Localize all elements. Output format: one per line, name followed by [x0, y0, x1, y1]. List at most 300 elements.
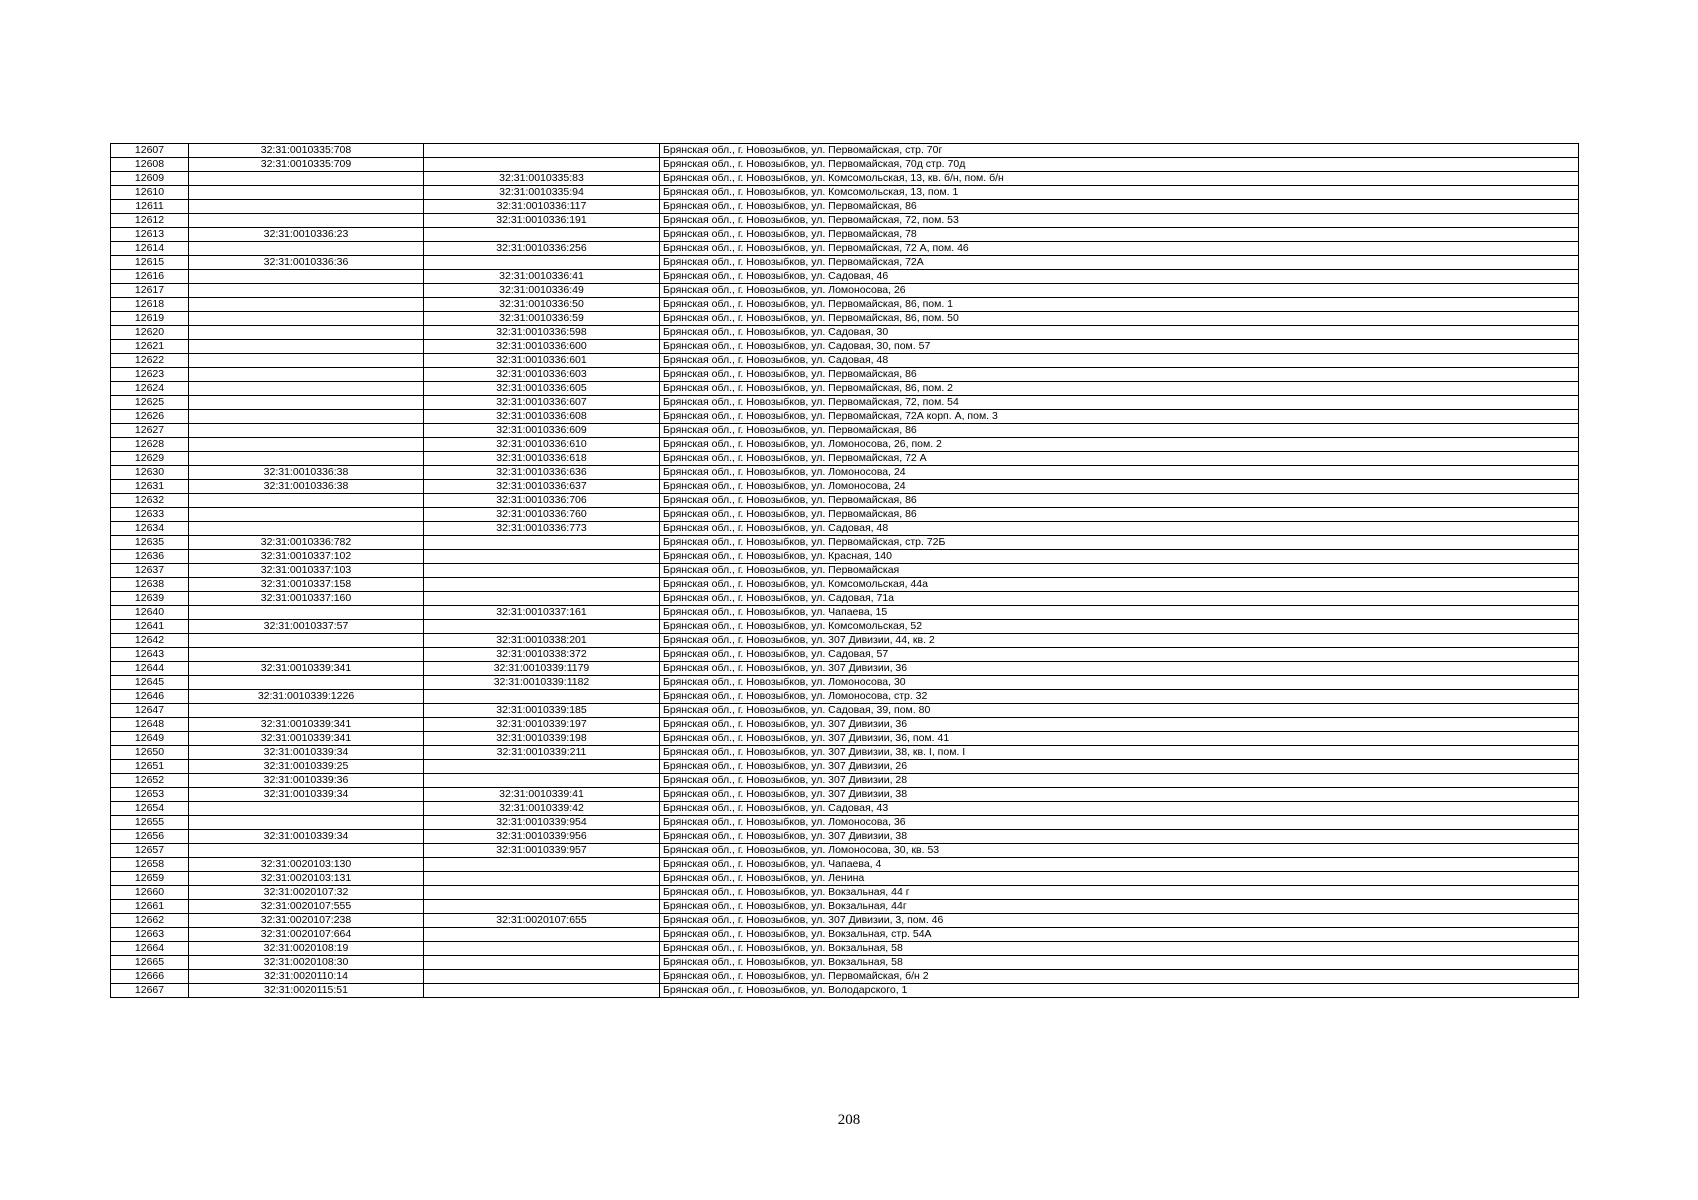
- table-row: [111, 410, 1579, 424]
- table-row: [111, 606, 1579, 620]
- table-row: [111, 578, 1579, 592]
- row-number-cell: 12647: [111, 704, 189, 718]
- object-cadastral-number-cell: 32:31:0010336:256: [424, 242, 660, 256]
- table-row: [111, 634, 1579, 648]
- object-cadastral-number-cell: 32:31:0010339:954: [424, 816, 660, 830]
- object-cadastral-number-cell: 32:31:0010339:185: [424, 704, 660, 718]
- object-cadastral-number-cell: [424, 858, 660, 872]
- object-cadastral-number-cell: [424, 256, 660, 270]
- object-cadastral-number-cell: 32:31:0010339:956: [424, 830, 660, 844]
- registry-table: [110, 143, 1579, 998]
- address-cell: Брянская обл., г. Новозыбков, ул. Володарского, 1: [660, 984, 1579, 998]
- object-cadastral-number-cell: [424, 144, 660, 158]
- land-cadastral-number-cell: [189, 424, 424, 438]
- address-cell: Брянская обл., г. Новозыбков, ул. Ломоносова, стр. 32: [660, 690, 1579, 704]
- address-cell: Брянская обл., г. Новозыбков, ул. 307 Дивизии, 36, пом. 41: [660, 732, 1579, 746]
- row-number-cell: 12644: [111, 662, 189, 676]
- row-number-cell: 12636: [111, 550, 189, 564]
- address-cell: Брянская обл., г. Новозыбков, ул. Первомайская, б/н 2: [660, 970, 1579, 984]
- table-row: [111, 760, 1579, 774]
- object-cadastral-number-cell: 32:31:0010336:760: [424, 508, 660, 522]
- land-cadastral-number-cell: [189, 494, 424, 508]
- land-cadastral-number-cell: 32:31:0010339:341: [189, 662, 424, 676]
- object-cadastral-number-cell: 32:31:0010337:161: [424, 606, 660, 620]
- table-row: [111, 704, 1579, 718]
- object-cadastral-number-cell: 32:31:0010336:601: [424, 354, 660, 368]
- object-cadastral-number-cell: [424, 564, 660, 578]
- land-cadastral-number-cell: 32:31:0010336:36: [189, 256, 424, 270]
- table-row: [111, 284, 1579, 298]
- land-cadastral-number-cell: [189, 508, 424, 522]
- land-cadastral-number-cell: [189, 704, 424, 718]
- object-cadastral-number-cell: 32:31:0010336:637: [424, 480, 660, 494]
- row-number-cell: 12611: [111, 200, 189, 214]
- row-number-cell: 12651: [111, 760, 189, 774]
- row-number-cell: 12650: [111, 746, 189, 760]
- object-cadastral-number-cell: 32:31:0020107:655: [424, 914, 660, 928]
- object-cadastral-number-cell: [424, 872, 660, 886]
- table-row: [111, 718, 1579, 732]
- object-cadastral-number-cell: [424, 592, 660, 606]
- row-number-cell: 12656: [111, 830, 189, 844]
- table-row: [111, 158, 1579, 172]
- table-row: [111, 144, 1579, 158]
- row-number-cell: 12643: [111, 648, 189, 662]
- object-cadastral-number-cell: [424, 956, 660, 970]
- land-cadastral-number-cell: [189, 844, 424, 858]
- row-number-cell: 12657: [111, 844, 189, 858]
- table-row: [111, 592, 1579, 606]
- land-cadastral-number-cell: [189, 284, 424, 298]
- address-cell: Брянская обл., г. Новозыбков, ул. Первомайская, стр. 72Б: [660, 536, 1579, 550]
- object-cadastral-number-cell: 32:31:0010338:372: [424, 648, 660, 662]
- address-cell: Брянская обл., г. Новозыбков, ул. Вокзальная, 44 г: [660, 886, 1579, 900]
- table-row: [111, 466, 1579, 480]
- land-cadastral-number-cell: 32:31:0020108:30: [189, 956, 424, 970]
- address-cell: Брянская обл., г. Новозыбков, ул. Чапаева, 4: [660, 858, 1579, 872]
- address-cell: Брянская обл., г. Новозыбков, ул. Садовая, 71а: [660, 592, 1579, 606]
- row-number-cell: 12660: [111, 886, 189, 900]
- row-number-cell: 12655: [111, 816, 189, 830]
- object-cadastral-number-cell: [424, 228, 660, 242]
- table-row: [111, 396, 1579, 410]
- address-cell: Брянская обл., г. Новозыбков, ул. Первомайская, 86, пом. 2: [660, 382, 1579, 396]
- object-cadastral-number-cell: 32:31:0010336:59: [424, 312, 660, 326]
- object-cadastral-number-cell: 32:31:0010338:201: [424, 634, 660, 648]
- row-number-cell: 12661: [111, 900, 189, 914]
- address-cell: Брянская обл., г. Новозыбков, ул. 307 Дивизии, 38: [660, 788, 1579, 802]
- address-cell: Брянская обл., г. Новозыбков, ул. Ломоносова, 26, пом. 2: [660, 438, 1579, 452]
- land-cadastral-number-cell: [189, 438, 424, 452]
- table-row: [111, 886, 1579, 900]
- registry-table-body: [111, 144, 1579, 998]
- row-number-cell: 12646: [111, 690, 189, 704]
- object-cadastral-number-cell: 32:31:0010336:618: [424, 452, 660, 466]
- object-cadastral-number-cell: [424, 886, 660, 900]
- table-row: [111, 228, 1579, 242]
- land-cadastral-number-cell: 32:31:0010339:25: [189, 760, 424, 774]
- land-cadastral-number-cell: 32:31:0010339:341: [189, 718, 424, 732]
- row-number-cell: 12659: [111, 872, 189, 886]
- row-number-cell: 12648: [111, 718, 189, 732]
- land-cadastral-number-cell: [189, 606, 424, 620]
- row-number-cell: 12640: [111, 606, 189, 620]
- table-row: [111, 326, 1579, 340]
- row-number-cell: 12637: [111, 564, 189, 578]
- address-cell: Брянская обл., г. Новозыбков, ул. Вокзальная, 58: [660, 956, 1579, 970]
- object-cadastral-number-cell: 32:31:0010336:605: [424, 382, 660, 396]
- object-cadastral-number-cell: 32:31:0010339:198: [424, 732, 660, 746]
- row-number-cell: 12623: [111, 368, 189, 382]
- address-cell: Брянская обл., г. Новозыбков, ул. Комсомольская, 13, кв. б/н, пом. б/н: [660, 172, 1579, 186]
- address-cell: Брянская обл., г. Новозыбков, ул. Садовая, 39, пом. 80: [660, 704, 1579, 718]
- land-cadastral-number-cell: 32:31:0010335:708: [189, 144, 424, 158]
- object-cadastral-number-cell: 32:31:0010336:191: [424, 214, 660, 228]
- address-cell: Брянская обл., г. Новозыбков, ул. Ломоносова, 26: [660, 284, 1579, 298]
- land-cadastral-number-cell: [189, 648, 424, 662]
- row-number-cell: 12613: [111, 228, 189, 242]
- land-cadastral-number-cell: [189, 802, 424, 816]
- object-cadastral-number-cell: [424, 774, 660, 788]
- table-row: [111, 298, 1579, 312]
- table-row: [111, 662, 1579, 676]
- object-cadastral-number-cell: 32:31:0010336:636: [424, 466, 660, 480]
- table-row: [111, 746, 1579, 760]
- land-cadastral-number-cell: [189, 676, 424, 690]
- object-cadastral-number-cell: [424, 550, 660, 564]
- row-number-cell: 12663: [111, 928, 189, 942]
- address-cell: Брянская обл., г. Новозыбков, ул. Комсомольская, 13, пом. 1: [660, 186, 1579, 200]
- object-cadastral-number-cell: 32:31:0010336:706: [424, 494, 660, 508]
- row-number-cell: 12658: [111, 858, 189, 872]
- address-cell: Брянская обл., г. Новозыбков, ул. Первомайская, 70д стр. 70д: [660, 158, 1579, 172]
- object-cadastral-number-cell: [424, 928, 660, 942]
- table-row: [111, 550, 1579, 564]
- address-cell: Брянская обл., г. Новозыбков, ул. Красная, 140: [660, 550, 1579, 564]
- table-row: [111, 620, 1579, 634]
- land-cadastral-number-cell: 32:31:0020103:131: [189, 872, 424, 886]
- row-number-cell: 12625: [111, 396, 189, 410]
- address-cell: Брянская обл., г. Новозыбков, ул. Вокзальная, стр. 54А: [660, 928, 1579, 942]
- address-cell: Брянская обл., г. Новозыбков, ул. 307 Дивизии, 44, кв. 2: [660, 634, 1579, 648]
- row-number-cell: 12622: [111, 354, 189, 368]
- land-cadastral-number-cell: 32:31:0020115:51: [189, 984, 424, 998]
- object-cadastral-number-cell: 32:31:0010339:957: [424, 844, 660, 858]
- table-row: [111, 494, 1579, 508]
- land-cadastral-number-cell: 32:31:0010337:57: [189, 620, 424, 634]
- address-cell: Брянская обл., г. Новозыбков, ул. Первомайская, 72 А, пом. 46: [660, 242, 1579, 256]
- address-cell: Брянская обл., г. Новозыбков, ул. Садовая, 30: [660, 326, 1579, 340]
- land-cadastral-number-cell: [189, 312, 424, 326]
- address-cell: Брянская обл., г. Новозыбков, ул. Первомайская, 72, пом. 53: [660, 214, 1579, 228]
- address-cell: Брянская обл., г. Новозыбков, ул. 307 Дивизии, 38, кв. I, пом. I: [660, 746, 1579, 760]
- address-cell: Брянская обл., г. Новозыбков, ул. 307 Дивизии, 38: [660, 830, 1579, 844]
- address-cell: Брянская обл., г. Новозыбков, ул. Садовая, 30, пом. 57: [660, 340, 1579, 354]
- table-row: [111, 914, 1579, 928]
- object-cadastral-number-cell: 32:31:0010339:42: [424, 802, 660, 816]
- address-cell: Брянская обл., г. Новозыбков, ул. Садовая, 57: [660, 648, 1579, 662]
- table-row: [111, 438, 1579, 452]
- object-cadastral-number-cell: [424, 760, 660, 774]
- land-cadastral-number-cell: [189, 270, 424, 284]
- row-number-cell: 12627: [111, 424, 189, 438]
- land-cadastral-number-cell: 32:31:0010335:709: [189, 158, 424, 172]
- row-number-cell: 12614: [111, 242, 189, 256]
- land-cadastral-number-cell: 32:31:0010339:34: [189, 788, 424, 802]
- table-row: [111, 382, 1579, 396]
- table-row: [111, 830, 1579, 844]
- land-cadastral-number-cell: [189, 634, 424, 648]
- row-number-cell: 12615: [111, 256, 189, 270]
- land-cadastral-number-cell: 32:31:0010339:36: [189, 774, 424, 788]
- object-cadastral-number-cell: 32:31:0010336:598: [424, 326, 660, 340]
- object-cadastral-number-cell: 32:31:0010335:83: [424, 172, 660, 186]
- address-cell: Брянская обл., г. Новозыбков, ул. Садовая, 48: [660, 522, 1579, 536]
- row-number-cell: 12632: [111, 494, 189, 508]
- address-cell: Брянская обл., г. Новозыбков, ул. 307 Дивизии, 3, пом. 46: [660, 914, 1579, 928]
- row-number-cell: 12626: [111, 410, 189, 424]
- object-cadastral-number-cell: 32:31:0010336:50: [424, 298, 660, 312]
- land-cadastral-number-cell: 32:31:0010336:38: [189, 480, 424, 494]
- table-row: [111, 200, 1579, 214]
- land-cadastral-number-cell: 32:31:0020107:238: [189, 914, 424, 928]
- object-cadastral-number-cell: 32:31:0010336:608: [424, 410, 660, 424]
- row-number-cell: 12639: [111, 592, 189, 606]
- table-row: [111, 942, 1579, 956]
- row-number-cell: 12638: [111, 578, 189, 592]
- land-cadastral-number-cell: 32:31:0020107:664: [189, 928, 424, 942]
- row-number-cell: 12617: [111, 284, 189, 298]
- land-cadastral-number-cell: 32:31:0010337:102: [189, 550, 424, 564]
- table-row: [111, 984, 1579, 998]
- page-number: 208: [837, 1112, 861, 1128]
- table-row: [111, 676, 1579, 690]
- land-cadastral-number-cell: 32:31:0020110:14: [189, 970, 424, 984]
- table-row: [111, 424, 1579, 438]
- row-number-cell: 12612: [111, 214, 189, 228]
- object-cadastral-number-cell: 32:31:0010339:1182: [424, 676, 660, 690]
- land-cadastral-number-cell: 32:31:0020107:555: [189, 900, 424, 914]
- land-cadastral-number-cell: 32:31:0010337:160: [189, 592, 424, 606]
- object-cadastral-number-cell: [424, 578, 660, 592]
- address-cell: Брянская обл., г. Новозыбков, ул. Чапаева, 15: [660, 606, 1579, 620]
- row-number-cell: 12610: [111, 186, 189, 200]
- table-row: [111, 844, 1579, 858]
- land-cadastral-number-cell: [189, 214, 424, 228]
- object-cadastral-number-cell: 32:31:0010336:603: [424, 368, 660, 382]
- address-cell: Брянская обл., г. Новозыбков, ул. Садовая, 48: [660, 354, 1579, 368]
- table-row: [111, 508, 1579, 522]
- land-cadastral-number-cell: 32:31:0020108:19: [189, 942, 424, 956]
- table-row: [111, 354, 1579, 368]
- land-cadastral-number-cell: [189, 396, 424, 410]
- address-cell: Брянская обл., г. Новозыбков, ул. Первомайская, 86: [660, 424, 1579, 438]
- row-number-cell: 12621: [111, 340, 189, 354]
- object-cadastral-number-cell: [424, 970, 660, 984]
- row-number-cell: 12631: [111, 480, 189, 494]
- address-cell: Брянская обл., г. Новозыбков, ул. Первомайская, 78: [660, 228, 1579, 242]
- table-row: [111, 900, 1579, 914]
- land-cadastral-number-cell: 32:31:0010339:341: [189, 732, 424, 746]
- row-number-cell: 12630: [111, 466, 189, 480]
- table-row: [111, 970, 1579, 984]
- land-cadastral-number-cell: 32:31:0010339:34: [189, 830, 424, 844]
- table-row: [111, 928, 1579, 942]
- table-row: [111, 872, 1579, 886]
- object-cadastral-number-cell: 32:31:0010336:610: [424, 438, 660, 452]
- table-row: [111, 242, 1579, 256]
- land-cadastral-number-cell: [189, 354, 424, 368]
- object-cadastral-number-cell: 32:31:0010336:49: [424, 284, 660, 298]
- object-cadastral-number-cell: [424, 690, 660, 704]
- land-cadastral-number-cell: [189, 410, 424, 424]
- address-cell: Брянская обл., г. Новозыбков, ул. Ленина: [660, 872, 1579, 886]
- row-number-cell: 12628: [111, 438, 189, 452]
- object-cadastral-number-cell: [424, 984, 660, 998]
- address-cell: Брянская обл., г. Новозыбков, ул. Первомайская, 72А: [660, 256, 1579, 270]
- table-row: [111, 648, 1579, 662]
- object-cadastral-number-cell: [424, 942, 660, 956]
- address-cell: Брянская обл., г. Новозыбков, ул. Ломоносова, 24: [660, 480, 1579, 494]
- table-row: [111, 802, 1579, 816]
- land-cadastral-number-cell: [189, 200, 424, 214]
- table-row: [111, 858, 1579, 872]
- address-cell: Брянская обл., г. Новозыбков, ул. Ломоносова, 36: [660, 816, 1579, 830]
- row-number-cell: 12662: [111, 914, 189, 928]
- address-cell: Брянская обл., г. Новозыбков, ул. 307 Дивизии, 28: [660, 774, 1579, 788]
- object-cadastral-number-cell: [424, 158, 660, 172]
- object-cadastral-number-cell: 32:31:0010336:41: [424, 270, 660, 284]
- address-cell: Брянская обл., г. Новозыбков, ул. Ломоносова, 30, кв. 53: [660, 844, 1579, 858]
- table-row: [111, 564, 1579, 578]
- land-cadastral-number-cell: 32:31:0010336:38: [189, 466, 424, 480]
- object-cadastral-number-cell: [424, 900, 660, 914]
- object-cadastral-number-cell: 32:31:0010336:609: [424, 424, 660, 438]
- land-cadastral-number-cell: [189, 816, 424, 830]
- address-cell: Брянская обл., г. Новозыбков, ул. 307 Дивизии, 26: [660, 760, 1579, 774]
- address-cell: Брянская обл., г. Новозыбков, ул. 307 Дивизии, 36: [660, 662, 1579, 676]
- object-cadastral-number-cell: 32:31:0010336:773: [424, 522, 660, 536]
- address-cell: Брянская обл., г. Новозыбков, ул. Первомайская, стр. 70г: [660, 144, 1579, 158]
- address-cell: Брянская обл., г. Новозыбков, ул. Первомайская, 86, пом. 50: [660, 312, 1579, 326]
- row-number-cell: 12608: [111, 158, 189, 172]
- land-cadastral-number-cell: 32:31:0010337:158: [189, 578, 424, 592]
- table-row: [111, 452, 1579, 466]
- land-cadastral-number-cell: [189, 326, 424, 340]
- table-row: [111, 256, 1579, 270]
- address-cell: Брянская обл., г. Новозыбков, ул. Ломоносова, 24: [660, 466, 1579, 480]
- object-cadastral-number-cell: 32:31:0010336:117: [424, 200, 660, 214]
- row-number-cell: 12666: [111, 970, 189, 984]
- row-number-cell: 12620: [111, 326, 189, 340]
- address-cell: Брянская обл., г. Новозыбков, ул. Вокзальная, 58: [660, 942, 1579, 956]
- table-row: [111, 270, 1579, 284]
- address-cell: Брянская обл., г. Новозыбков, ул. Комсомольская, 52: [660, 620, 1579, 634]
- row-number-cell: 12616: [111, 270, 189, 284]
- address-cell: Брянская обл., г. Новозыбков, ул. Садовая, 43: [660, 802, 1579, 816]
- object-cadastral-number-cell: 32:31:0010336:607: [424, 396, 660, 410]
- land-cadastral-number-cell: [189, 172, 424, 186]
- row-number-cell: 12619: [111, 312, 189, 326]
- address-cell: Брянская обл., г. Новозыбков, ул. Первомайская, 86: [660, 368, 1579, 382]
- row-number-cell: 12649: [111, 732, 189, 746]
- table-row: [111, 172, 1579, 186]
- address-cell: Брянская обл., г. Новозыбков, ул. Первомайская, 86: [660, 508, 1579, 522]
- row-number-cell: 12642: [111, 634, 189, 648]
- land-cadastral-number-cell: [189, 186, 424, 200]
- object-cadastral-number-cell: 32:31:0010336:600: [424, 340, 660, 354]
- table-row: [111, 368, 1579, 382]
- table-row: [111, 480, 1579, 494]
- table-row: [111, 340, 1579, 354]
- land-cadastral-number-cell: 32:31:0010339:1226: [189, 690, 424, 704]
- table-row: [111, 312, 1579, 326]
- land-cadastral-number-cell: 32:31:0010339:34: [189, 746, 424, 760]
- land-cadastral-number-cell: 32:31:0010337:103: [189, 564, 424, 578]
- table-row: [111, 816, 1579, 830]
- row-number-cell: 12624: [111, 382, 189, 396]
- table-row: [111, 956, 1579, 970]
- row-number-cell: 12634: [111, 522, 189, 536]
- table-row: [111, 774, 1579, 788]
- table-row: [111, 536, 1579, 550]
- object-cadastral-number-cell: [424, 620, 660, 634]
- land-cadastral-number-cell: 32:31:0010336:23: [189, 228, 424, 242]
- row-number-cell: 12609: [111, 172, 189, 186]
- address-cell: Брянская обл., г. Новозыбков, ул. Ломоносова, 30: [660, 676, 1579, 690]
- address-cell: Брянская обл., г. Новозыбков, ул. Вокзальная, 44г: [660, 900, 1579, 914]
- table-row: [111, 690, 1579, 704]
- land-cadastral-number-cell: [189, 298, 424, 312]
- object-cadastral-number-cell: 32:31:0010339:197: [424, 718, 660, 732]
- object-cadastral-number-cell: 32:31:0010339:41: [424, 788, 660, 802]
- object-cadastral-number-cell: 32:31:0010339:211: [424, 746, 660, 760]
- land-cadastral-number-cell: [189, 522, 424, 536]
- row-number-cell: 12635: [111, 536, 189, 550]
- address-cell: Брянская обл., г. Новозыбков, ул. Садовая, 46: [660, 270, 1579, 284]
- table-row: [111, 732, 1579, 746]
- address-cell: Брянская обл., г. Новозыбков, ул. Первомайская, 72 А: [660, 452, 1579, 466]
- land-cadastral-number-cell: 32:31:0020103:130: [189, 858, 424, 872]
- row-number-cell: 12664: [111, 942, 189, 956]
- land-cadastral-number-cell: [189, 242, 424, 256]
- table-row: [111, 522, 1579, 536]
- land-cadastral-number-cell: 32:31:0020107:32: [189, 886, 424, 900]
- table-row: [111, 214, 1579, 228]
- address-cell: Брянская обл., г. Новозыбков, ул. Первомайская, 72А корп. А, пом. 3: [660, 410, 1579, 424]
- table-row: [111, 788, 1579, 802]
- row-number-cell: 12665: [111, 956, 189, 970]
- land-cadastral-number-cell: [189, 382, 424, 396]
- row-number-cell: 12654: [111, 802, 189, 816]
- object-cadastral-number-cell: [424, 536, 660, 550]
- address-cell: Брянская обл., г. Новозыбков, ул. Первомайская, 86: [660, 200, 1579, 214]
- row-number-cell: 12629: [111, 452, 189, 466]
- land-cadastral-number-cell: [189, 368, 424, 382]
- row-number-cell: 12653: [111, 788, 189, 802]
- land-cadastral-number-cell: [189, 452, 424, 466]
- row-number-cell: 12645: [111, 676, 189, 690]
- address-cell: Брянская обл., г. Новозыбков, ул. Первомайская, 86: [660, 494, 1579, 508]
- address-cell: Брянская обл., г. Новозыбков, ул. Комсомольская, 44а: [660, 578, 1579, 592]
- row-number-cell: 12618: [111, 298, 189, 312]
- table-row: [111, 186, 1579, 200]
- row-number-cell: 12607: [111, 144, 189, 158]
- address-cell: Брянская обл., г. Новозыбков, ул. 307 Дивизии, 36: [660, 718, 1579, 732]
- address-cell: Брянская обл., г. Новозыбков, ул. Первомайская: [660, 564, 1579, 578]
- object-cadastral-number-cell: 32:31:0010339:1179: [424, 662, 660, 676]
- land-cadastral-number-cell: 32:31:0010336:782: [189, 536, 424, 550]
